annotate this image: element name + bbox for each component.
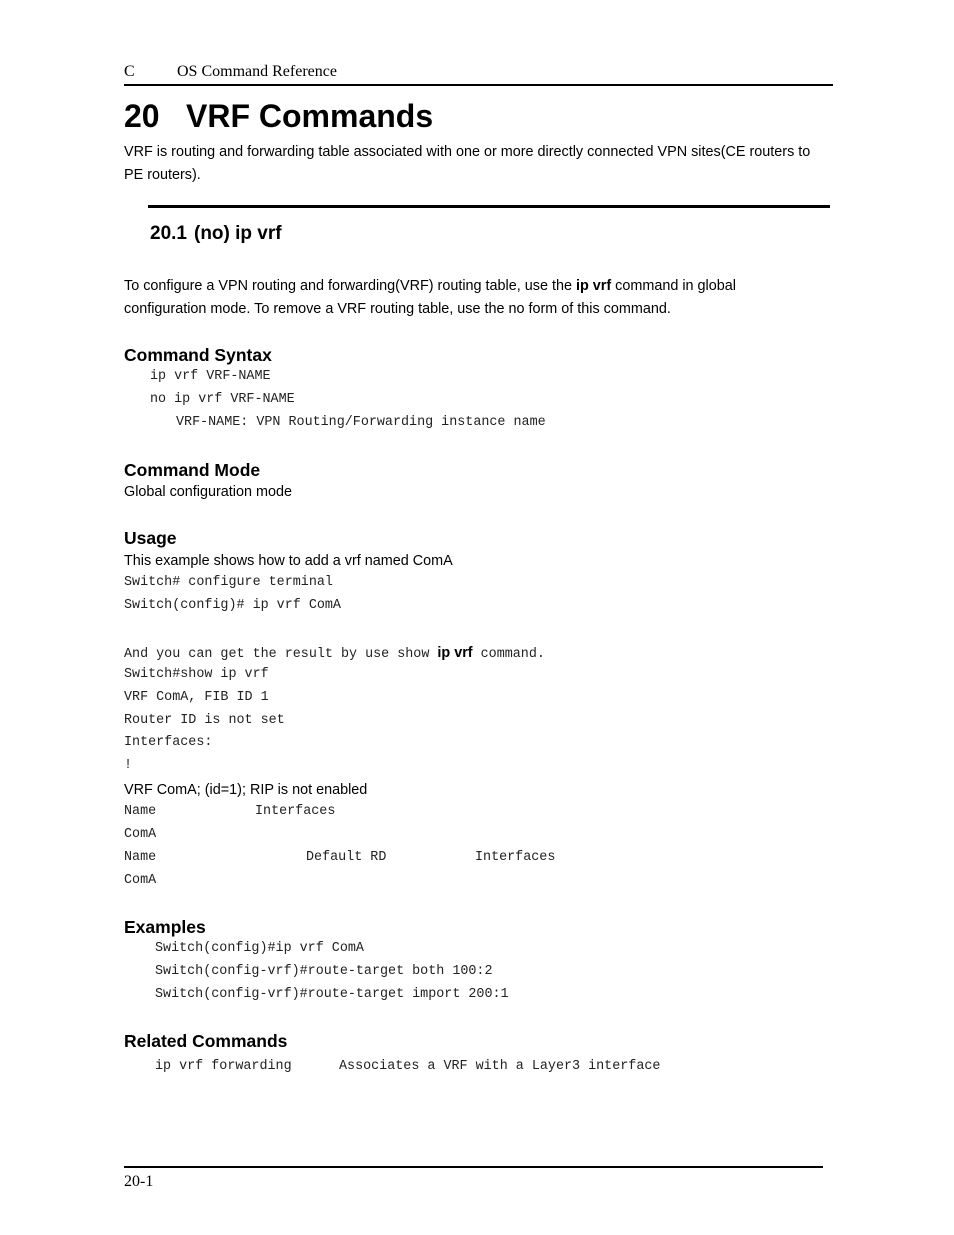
section-title: (no) ip vrf: [194, 223, 282, 244]
table2-header-default-rd: Default RD: [306, 850, 387, 865]
usage-output-4: Interfaces:: [124, 735, 213, 750]
usage-command-2: Switch(config)# ip vrf ComA: [124, 598, 341, 613]
chapter-intro-line-2: PE routers).: [124, 167, 201, 183]
chapter-number: 20: [124, 98, 160, 134]
examples-heading: Examples: [124, 917, 206, 937]
header-rule: [124, 84, 833, 86]
table1-header-interfaces: Interfaces: [255, 804, 336, 819]
usage-output-1: Switch#show ip vrf: [124, 667, 269, 682]
syntax-parameter: VRF-NAME: VPN Routing/Forwarding instance name: [176, 415, 546, 430]
ip-vrf-command-emphasis: ip vrf: [437, 645, 473, 661]
usage-result-line: And you can get the result by use show ip vrf command.: [124, 645, 545, 662]
usage-rip-line: VRF ComA; (id=1); RIP is not enabled: [124, 782, 368, 798]
header-title: OS Command Reference: [177, 63, 337, 80]
example-line-2: Switch(config-vrf)#route-target both 100:2: [155, 964, 493, 979]
syntax-line-1: ip vrf VRF-NAME: [150, 369, 271, 384]
related-commands-heading: Related Commands: [124, 1031, 288, 1051]
command-mode-heading: Command Mode: [124, 460, 261, 480]
related-command-description: Associates a VRF with a Layer3 interface: [339, 1059, 661, 1074]
usage-output-5: !: [124, 758, 133, 773]
syntax-line-2: no ip vrf VRF-NAME: [150, 392, 295, 407]
footer-rule: [124, 1166, 823, 1168]
usage-intro: This example shows how to add a vrf named ComA: [124, 553, 453, 569]
section-description-line-1: To configure a VPN routing and forwarding(VRF) routing table, use the ip vrf command in global: [124, 278, 736, 294]
example-line-1: Switch(config)#ip vrf ComA: [155, 941, 364, 956]
usage-command-1: Switch# configure terminal: [124, 575, 333, 590]
section-number: 20.1: [150, 223, 187, 244]
usage-output-2: VRF ComA, FIB ID 1: [124, 690, 269, 705]
table2-header-interfaces: Interfaces: [475, 850, 556, 865]
command-syntax-heading: Command Syntax: [124, 345, 272, 365]
chapter-title: VRF Commands: [186, 98, 434, 134]
page-number: 20-1: [124, 1173, 154, 1190]
table2-header-name: Name: [124, 850, 157, 865]
table1-row: ComA: [124, 827, 157, 842]
related-command-name: ip vrf forwarding: [155, 1059, 292, 1074]
example-line-3: Switch(config-vrf)#route-target import 200:1: [155, 987, 509, 1002]
usage-heading: Usage: [124, 528, 177, 548]
section-rule: [148, 205, 830, 208]
header-letter: C: [124, 63, 135, 80]
section-description-line-2: configuration mode. To remove a VRF routing table, use the no form of this command.: [124, 301, 671, 317]
ip-vrf-emphasis: ip vrf: [575, 278, 612, 294]
chapter-intro-line-1: VRF is routing and forwarding table associated with one or more directly connected VPN sites(CE routers to: [124, 144, 811, 160]
usage-output-3: Router ID is not set: [124, 713, 285, 728]
table1-header-name: Name: [124, 804, 157, 819]
command-mode-text: Global configuration mode: [124, 484, 292, 500]
table2-row: ComA: [124, 873, 157, 888]
